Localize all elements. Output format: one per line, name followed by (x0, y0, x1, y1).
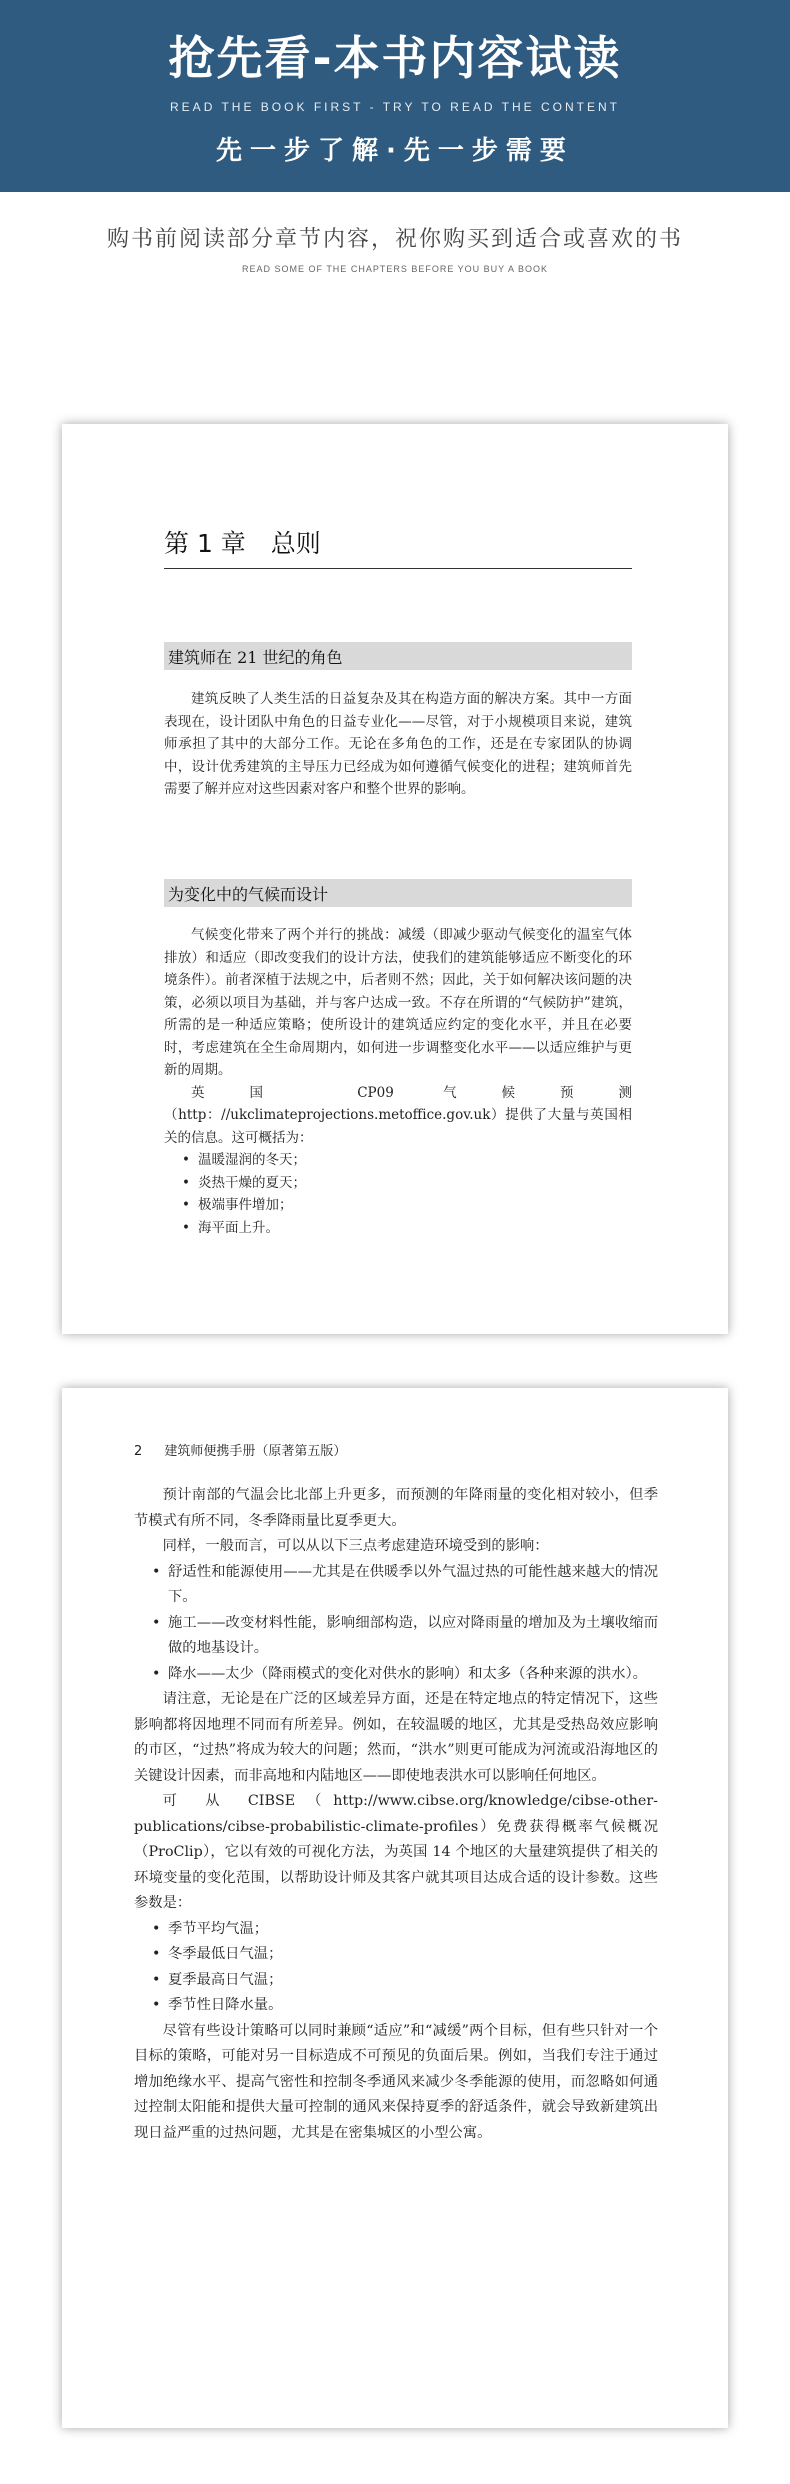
running-header (134, 1440, 346, 1459)
paragraph: 同样，一般而言，可以从以下三点考虑建造环境受到的影响： (162, 1538, 549, 1554)
list-item: • 降水——太少（降雨模式的变化对供水的影响）和太多（各种来源的洪水）。 (152, 1665, 647, 1682)
bullet-list (134, 1917, 658, 2019)
bullet-list (134, 1560, 658, 1688)
chapter-title: 第 1 章 总则 (164, 524, 632, 569)
page-body (134, 1483, 658, 2146)
banner-slogan: 先一步了解·先一步需要 (216, 136, 574, 166)
paragraph: 英国 CP09 气候预测（http：//ukclimateprojections.metoffice.gov.uk）提供了大量与英国相关的信息。这可概括为： (164, 1084, 632, 1146)
banner-subtitle: READ THE BOOK FIRST - TRY TO READ THE CONTENT (170, 100, 620, 114)
paragraph: 气候变化带来了两个并行的挑战：减缓（即减少驱动气候变化的温室气体排放）和适应（即改变我们的设计方法，使我们的建筑能够适应不断变化的环境条件）。前者深植于法规之中，后者则不然；因此，关于如何解决该问题的决策，必须以项目为基础，并与客户达成一致。不存在所谓的“气候防护”建筑，所需的是一种适应策略；使所设计的建筑适应约定的变化水平，并且在必要时，考虑建筑在全生命周期内，如何进一步调整变化水平——以适应维护与更新的周期。 (164, 927, 632, 1078)
section-body (164, 924, 632, 1239)
list-item: • 季节性日降水量。 (152, 1997, 283, 2013)
list-item: • 炎热干燥的夏天； (182, 1174, 306, 1191)
list-item: • 极端事件增加； (182, 1197, 293, 1213)
page-number: 2 (134, 1444, 143, 1459)
header-banner (0, 0, 790, 192)
list-item: • 施工——改变材料性能，影响细部构造，以应对降雨量的增加及为土壤收缩而做的地基设计。 (152, 1614, 658, 1656)
banner-title: 抢先看-本书内容试读 (168, 31, 622, 85)
book-page-1 (62, 424, 728, 1334)
paragraph: 请注意，无论是在广泛的区域差异方面，还是在特定地点的特定情况下，这些影响都将因地理不同而有所差异。例如，在较温暖的地区，尤其是受热岛效应影响的市区，“过热”将成为较大的问题；然而，“洪水”则更可能成为河流或沿海地区的关键设计因素，而非高地和内陆地区——即使地表洪水可以影响任何地区。 (134, 1691, 658, 1784)
section-heading: 建筑师在 21 世纪的角色 (164, 642, 632, 670)
paragraph: 建筑反映了人类生活的日益复杂及其在构造方面的解决方案。其中一方面表现在，设计团队中角色的日益专业化——尽管，对于小规模项目来说，建筑师承担了其中的大部分工作。无论在多角色的工作，还是在专家团队的协调中，设计优秀建筑的主导压力已经成为如何遵循气候变化的进程；建筑师首先需要了解并应对这些因素对客户和整个世界的影响。 (164, 691, 632, 797)
list-item: • 季节平均气温； (152, 1920, 269, 1937)
list-item: • 海平面上升。 (182, 1219, 279, 1236)
list-item: • 夏季最高日气温； (152, 1971, 283, 1988)
list-item: • 温暖湿润的冬天； (182, 1152, 306, 1168)
intro-text: 购书前阅读部分章节内容，祝你购买到适合或喜欢的书 (106, 227, 683, 252)
paragraph: 预计南部的气温会比北部上升更多，而预测的年降雨量的变化相对较小，但季节模式有所不同，冬季降雨量比夏季更大。 (134, 1487, 658, 1529)
bullet-list (164, 1149, 632, 1239)
book-page-2 (62, 1388, 728, 2428)
section-heading: 为变化中的气候而设计 (164, 879, 632, 907)
section-body (164, 688, 632, 801)
list-item: • 舒适性和能源使用——尤其是在供暖季以外气温过热的可能性越来越大的情况下。 (152, 1563, 658, 1605)
running-title: 建筑师便携手册（原著第五版） (164, 1444, 347, 1459)
intro-text-en: READ SOME OF THE CHAPTERS BEFORE YOU BUY A BOOK (241, 264, 549, 274)
paragraph: 尽管有些设计策略可以同时兼顾“适应”和“减缓”两个目标，但有些只针对一个目标的策略，可能对另一目标造成不可预见的负面后果。例如，当我们专注于通过增加绝缘水平、提高气密性和控制冬季通风来减少冬季能源的使用，而忽略如何通过控制太阳能和提供大量可控制的通风来保持夏季的舒适条件，就会导致新建筑出现日益严重的过热问题，尤其是在密集城区的小型公寓。 (134, 2022, 658, 2141)
list-item: • 冬季最低日气温； (152, 1946, 283, 1962)
paragraph: 可 从 CIBSE（http://www.cibse.org/knowledge/cibse-other-publications/cibse-probabilistic-climate-profiles）免费获得概率气候概况（ProClip），它以有效的可视化方法，为英国 14 个地区的大量建筑提供了相关的环境变量的变化范围，以帮助设计师及其客户就其项目达成合适的设计参数。这些参数是： (134, 1793, 658, 1911)
